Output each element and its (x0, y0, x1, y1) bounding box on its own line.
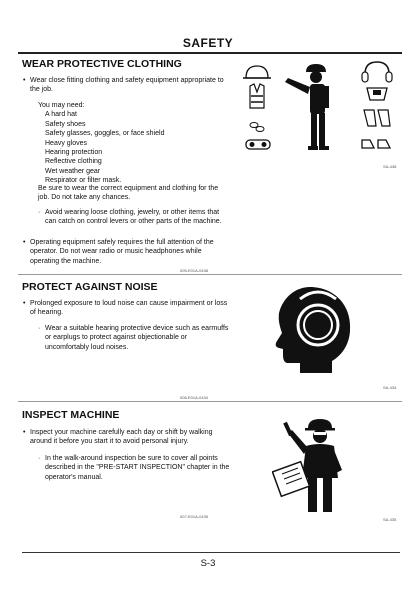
page-header-title: SAFETY (182, 36, 234, 50)
need-items (38, 110, 164, 185)
safety-shoes-icon (362, 140, 390, 148)
hearing-protection-illustration (272, 283, 356, 375)
bullet-clothing-1 (23, 76, 230, 95)
sub-text: Wear a suitable hearing protective device such as earmuffs or earplugs to protect against objectionable or uncomfortably loud noises. (45, 325, 229, 351)
section-title-clothing: WEAR PROTECTIVE CLOTHING (22, 58, 182, 70)
bullet-text: Wear close fitting clothing and safety equipment appropriate to the job. (30, 77, 224, 94)
figure-label-inspect: SA-435 (383, 517, 397, 522)
sub-noise-1 (38, 324, 230, 352)
sub-dash: · (38, 455, 41, 462)
need-item: A hard hat (45, 111, 77, 119)
section-title-inspect: INSPECT MACHINE (22, 409, 120, 421)
ref-code-clothing: 005-E01A-0438 (180, 268, 209, 273)
need-item: Respirator or filter mask. (45, 177, 122, 185)
bullet-dot: • (23, 300, 26, 307)
section-divider (18, 274, 402, 275)
sub-dash: · (38, 325, 41, 332)
need-item: Safety glasses, goggles, or face shield (45, 130, 165, 138)
respirator-mask-icon (367, 88, 387, 100)
sub-clothing-1 (38, 208, 230, 227)
page-number: S-3 (200, 558, 216, 569)
earmuffs-icon (362, 62, 392, 82)
need-item: Wet weather gear (45, 167, 101, 175)
sub-text: In the walk-around inspection be sure to cover all points described in the "PRE-START INSPECTION" chapter in the operator's manual. (45, 455, 230, 481)
bullet-text: Inspect your machine carefully each day or shift by walking around it before you start it to avoid personal injury. (30, 429, 213, 446)
hard-hat-icon (243, 66, 271, 78)
figure-label-clothing: SA-438 (383, 164, 397, 169)
bullet-noise-1 (23, 299, 230, 318)
need-item: Hearing protection (45, 149, 103, 157)
sub-text: Avoid wearing loose clothing, jewelry, or other items that can catch on control levers or other parts of the machine. (45, 209, 222, 226)
sure-text: Be sure to wear the correct equipment and clothing for the job. Do not take any chances. (38, 185, 219, 202)
worker-figure-icon (285, 64, 329, 150)
header-rule (18, 52, 402, 54)
need-list (38, 101, 164, 186)
bullet-dot: • (23, 429, 26, 436)
bullet-clothing-2 (23, 238, 230, 266)
goggles-icon (246, 140, 270, 149)
bullet-dot: • (23, 77, 26, 84)
bullet-text: Prolonged exposure to loud noise can cause impairment or loss of hearing. (30, 300, 228, 317)
vest-icon (250, 84, 264, 108)
need-item: Reflective clothing (45, 158, 102, 166)
footer-rule (22, 552, 400, 553)
head-with-earmuffs-icon (276, 287, 350, 373)
section-divider (18, 401, 402, 402)
sub-inspect-1 (38, 454, 230, 482)
ref-code-noise: 006-E01A-0434 (180, 395, 209, 400)
gloves-icon (364, 110, 390, 126)
bullet-text: Operating equipment safely requires the full attention of the operator. Do not wear radio or music headphones while operating the machine. (30, 239, 214, 265)
bullet-inspect-1 (23, 428, 230, 447)
earplugs-icon (250, 123, 264, 132)
need-intro: You may need: (38, 102, 85, 109)
ref-code-inspect: 007-E01A-0435 (180, 514, 209, 519)
need-item: Safety shoes (45, 120, 86, 128)
section-title-noise: PROTECT AGAINST NOISE (22, 281, 158, 293)
bullet-dot: • (23, 239, 26, 246)
sub-dash: · (38, 209, 41, 216)
inspection-illustration (272, 416, 362, 516)
figure-label-noise: SA-434 (383, 385, 397, 390)
need-item: Heavy gloves (45, 139, 88, 147)
protective-clothing-illustration (240, 60, 400, 168)
